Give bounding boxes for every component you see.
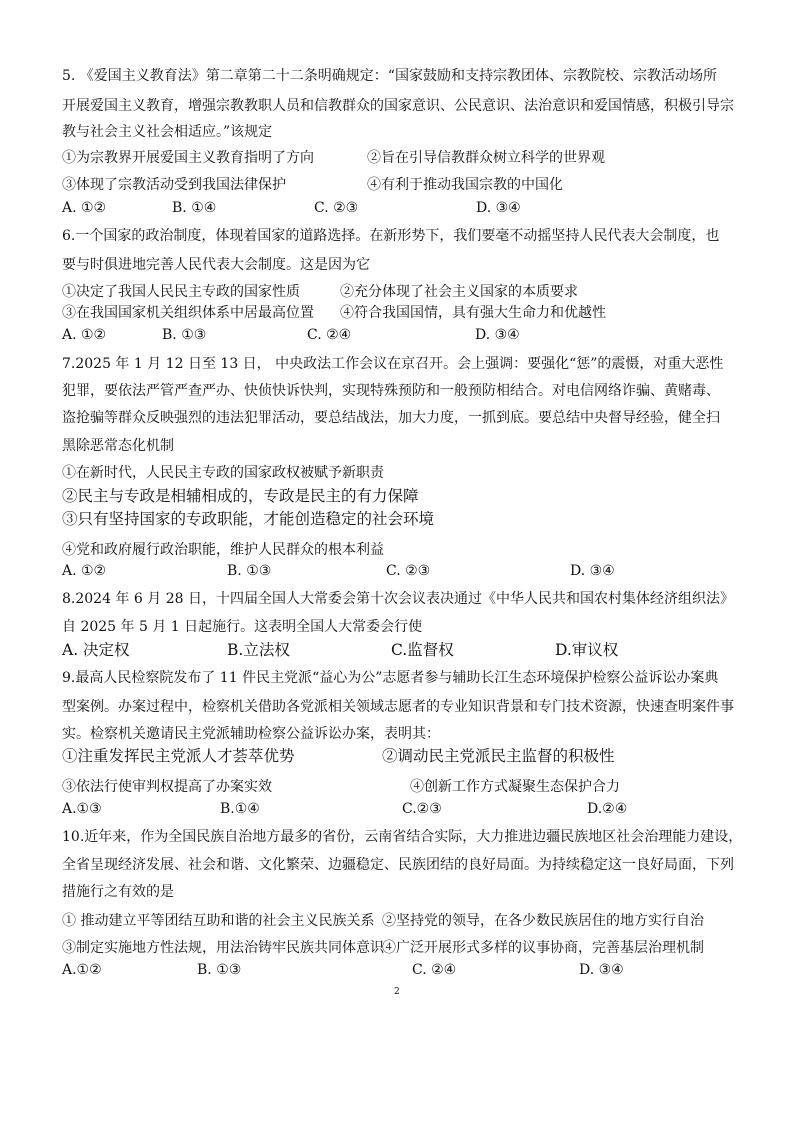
question-9-options	[62, 799, 752, 819]
question-6-options	[62, 325, 752, 345]
question-5-option-d[interactable]: D. ③④	[476, 200, 521, 216]
question-6-stem-line-1: 6.一个国家的政治制度，体现着国家的道路选择。在新形势下，我们要毫不动摇坚持人民代表大会制度，也	[62, 228, 720, 244]
question-10-option-a[interactable]: A.①②	[62, 962, 102, 978]
question-9-option-d[interactable]: D.②④	[587, 801, 628, 817]
question-10-stem-line-2: 全省呈现经济发展、社会和谐、文化繁荣、边疆稳定、民族团结的良好局面。为持续稳定这一良好局面，下列	[62, 857, 734, 873]
question-9-stem-line-1: 9.最高人民检察院发布了 11 件民主党派“益心为公”志愿者参与辅助长江生态环境保护检察公益诉讼办案典	[62, 670, 719, 686]
question-7-statement-3: ③只有坚持国家的专政职能，才能创造稳定的社会环境	[62, 510, 435, 528]
question-7-statement-2: ②民主与专政是相辅相成的，专政是民主的有力保障	[62, 487, 419, 505]
question-6-stem-line-2: 要与时俱进地完善人民代表大会制度。这是因为它	[62, 257, 370, 273]
question-5-option-a[interactable]: A. ①②	[62, 200, 107, 216]
question-10-statement-2: ②坚持党的领导，在各少数民族居住的地方实行自治	[382, 913, 704, 929]
question-5-stem-line-2: 开展爱国主义教育，增强宗教教职人员和信教群众的国家意识、公民意识、法治意识和爱国情感，积极引导宗	[62, 98, 734, 114]
question-6-statement-3: ③在我国国家机关组织体系中居最高位置	[62, 305, 314, 321]
question-6-option-d[interactable]: D. ③④	[475, 327, 520, 343]
question-7-options	[62, 561, 752, 581]
question-5-option-c[interactable]: C. ②③	[314, 200, 359, 216]
question-8-option-c[interactable]: C.监督权	[391, 641, 454, 659]
question-8-option-d[interactable]: D.审议权	[555, 641, 619, 659]
question-7-option-d[interactable]: D. ③④	[570, 563, 615, 579]
question-6-option-a[interactable]: A. ①②	[62, 327, 107, 343]
question-7-stem-line-2: 犯罪，要依法严管严查严办、快侦快诉快判，实现特殊预防和一般预防相结合。对电信网络诈骗、黄赌毒、	[62, 383, 720, 399]
question-7-stem-line-1: 7.2025 年 1 月 12 日至 13 日， 中央政法工作会议在京召开。会上强调：要强化“惩”的震慑，对重大恶性	[62, 356, 724, 372]
question-9-statement-2: ②调动民主党派民主监督的积极性	[382, 747, 615, 765]
question-9-stem-line-3: 实。检察机关邀请民主党派辅助检察公益诉讼办案，表明其：	[62, 726, 440, 742]
question-8-stem-line-2: 自 2025 年 5 月 1 日起施行。这表明全国人大常委会行使	[62, 619, 423, 635]
question-5-statement-1: ①为宗教界开展爱国主义教育指明了方向	[62, 150, 314, 166]
question-7-statement-1: ①在新时代，人民民主专政的国家政权被赋予新职责	[62, 465, 384, 481]
question-5-statement-4: ④有利于推动我国宗教的中国化	[367, 177, 563, 193]
question-7-option-b[interactable]: B. ①③	[227, 563, 272, 579]
question-10-stem-line-1: 10.近年来，作为全国民族自治地方最多的省份，云南省结合实际，大力推进边疆民族地区社会治理能力建设，	[62, 829, 743, 845]
question-6-option-b[interactable]: B. ①③	[162, 327, 207, 343]
question-9-statement-3: ③依法行使审判权提高了办案实效	[62, 779, 272, 795]
question-5-statement-2: ②旨在引导信教群众树立科学的世界观	[367, 150, 605, 166]
question-10-statement-3: ③制定实施地方性法规，用法治铸牢民族共同体意识	[62, 940, 384, 956]
question-8-option-a[interactable]: A. 决定权	[62, 641, 130, 659]
question-8-stem-line-1: 8.2024 年 6 月 28 日，十四届全国人大常委会第十次会议表决通过《中华人民共和国农村集体经济组织法》	[62, 591, 734, 607]
question-5-stem-line-1: 5. 《爱国主义教育法》第二章第二十二条明确规定：“国家鼓励和支持宗教团体、宗教院校、宗教活动场所	[62, 68, 717, 84]
question-10-options	[62, 960, 752, 980]
question-7-statement-4: ④党和政府履行政治职能，维护人民群众的根本利益	[62, 542, 384, 558]
question-10-option-b[interactable]: B. ①③	[197, 962, 242, 978]
question-6-statement-2: ②充分体现了社会主义国家的本质要求	[340, 284, 578, 300]
question-7-stem-line-3: 盗抢骗等群众反映强烈的违法犯罪活动，要总结战法，加大力度，一抓到底。要总结中央督导经验，健全扫	[62, 410, 720, 426]
question-7-option-c[interactable]: C. ②③	[386, 563, 431, 579]
question-6-option-c[interactable]: C. ②④	[307, 327, 352, 343]
question-6-statement-1: ①决定了我国人民民主专政的国家性质	[62, 284, 300, 300]
question-8-options	[62, 640, 752, 660]
question-9-statement-1: ①注重发挥民主党派人才荟萃优势	[62, 747, 295, 765]
question-10-statement-1: ① 推动建立平等团结互助和谐的社会主义民族关系	[62, 913, 375, 929]
question-5-option-b[interactable]: B. ①④	[172, 200, 217, 216]
question-10-stem-line-3: 措施行之有效的是	[62, 884, 174, 900]
question-5-statement-3: ③体现了宗教活动受到我国法律保护	[62, 177, 286, 193]
question-5-options	[62, 198, 752, 218]
question-9-option-a[interactable]: A.①③	[62, 801, 102, 817]
question-9-option-b[interactable]: B.①④	[220, 801, 260, 817]
question-10-statement-4: ④广泛开展形式多样的议事协商，完善基层治理机制	[382, 940, 704, 956]
question-10-option-c[interactable]: C. ②④	[412, 962, 457, 978]
question-7-option-a[interactable]: A. ①②	[62, 563, 107, 579]
page-number: 2	[394, 987, 400, 997]
question-9-option-c[interactable]: C.②③	[402, 801, 442, 817]
question-5-stem-line-3: 教与社会主义社会相适应。”该规定	[62, 124, 273, 140]
question-9-stem-line-2: 型案例。办案过程中，检察机关借助各党派相关领域志愿者的专业知识背景和专门技术资源，快速查明案件事	[62, 699, 734, 715]
question-6-statement-4: ④符合我国国情，具有强大生命力和优越性	[340, 305, 606, 321]
question-7-stem-line-4: 黑除恶常态化机制	[62, 438, 174, 454]
question-10-option-d[interactable]: D. ③④	[579, 962, 624, 978]
question-9-statement-4: ④创新工作方式凝聚生态保护合力	[410, 779, 620, 795]
question-8-option-b[interactable]: B.立法权	[227, 641, 290, 659]
